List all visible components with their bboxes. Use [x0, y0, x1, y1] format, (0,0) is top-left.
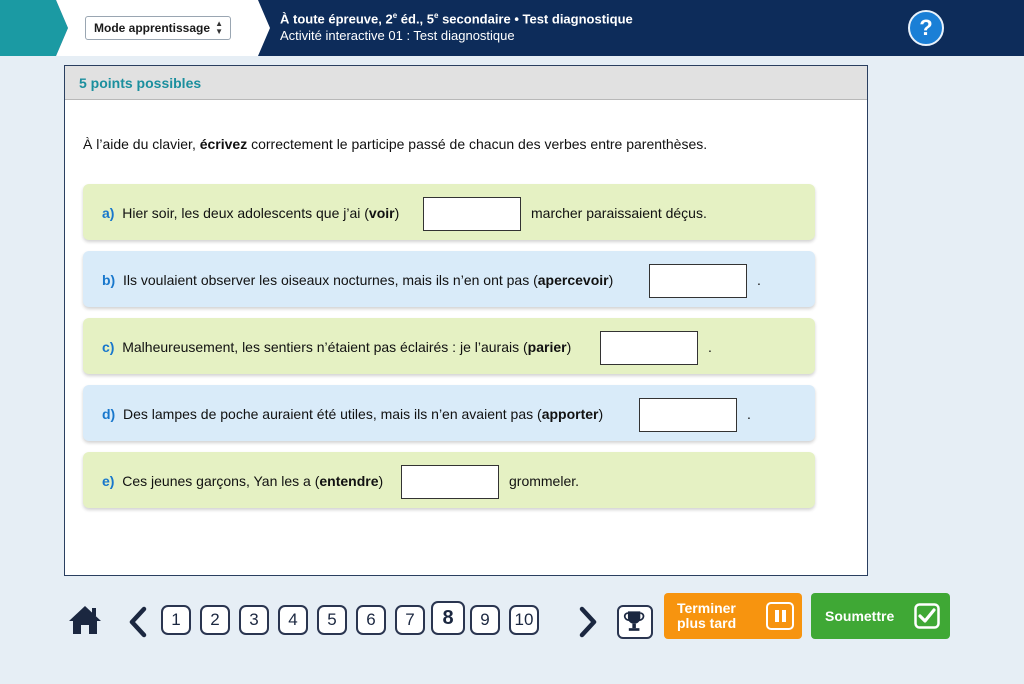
question-a — [83, 184, 815, 240]
page-button-5[interactable]: 5 — [317, 605, 347, 635]
question-d — [83, 385, 815, 441]
trophy-button[interactable] — [617, 605, 653, 639]
header-bar — [0, 0, 1024, 56]
points-header: 5 points possibles — [65, 66, 867, 100]
question-e — [83, 452, 815, 508]
question-e-after: grommeler. — [509, 473, 580, 489]
answer-input-b[interactable] — [649, 264, 747, 298]
answer-input-c[interactable] — [600, 331, 698, 365]
page-button-4[interactable]: 4 — [278, 605, 308, 635]
mode-select[interactable] — [85, 16, 231, 40]
question-d-after: . — [747, 406, 751, 422]
page-button-8-current[interactable]: 8 — [431, 601, 465, 635]
page-button-1[interactable]: 1 — [161, 605, 191, 635]
pause-icon — [766, 602, 794, 630]
question-b — [83, 251, 815, 307]
question-d-text: d) Des lampes de poche auraient été utiles, mais ils n’en avaient pas (apporter) — [102, 406, 604, 422]
question-card — [64, 65, 868, 576]
page-button-9[interactable]: 9 — [470, 605, 500, 635]
finish-later-button[interactable] — [664, 593, 802, 639]
submit-button[interactable] — [811, 593, 950, 639]
page-button-7[interactable]: 7 — [395, 605, 425, 635]
answer-input-e[interactable] — [401, 465, 499, 499]
question-c — [83, 318, 815, 374]
page-button-3[interactable]: 3 — [239, 605, 269, 635]
page-button-6[interactable]: 6 — [356, 605, 386, 635]
question-b-after: . — [757, 272, 761, 288]
header-title: À toute épreuve, 2e éd., 5e secondaire • Test diagnostique — [280, 11, 633, 27]
trophy-icon — [619, 607, 651, 637]
chevron-left-icon[interactable] — [126, 606, 150, 638]
answer-input-a[interactable] — [423, 197, 521, 231]
check-icon — [914, 603, 940, 629]
question-e-text: e) Ces jeunes garçons, Yan les a (entendre) — [102, 473, 384, 489]
question-a-after: marcher paraissaient déçus. — [531, 205, 707, 221]
instruction-text: À l’aide du clavier, écrivez correctement le participe passé de chacun des verbes entre parenthèses. — [83, 136, 708, 152]
question-a-text: a) Hier soir, les deux adolescents que j’ai (voir) — [102, 205, 400, 221]
finish-later-label: Terminer plus tard — [677, 600, 737, 631]
question-c-after: . — [708, 339, 712, 355]
question-b-text: b) Ils voulaient observer les oiseaux nocturnes, mais ils n’en ont pas (apercevoir) — [102, 272, 614, 288]
question-c-text: c) Malheureusement, les sentiers n’étaient pas éclairés : je l’aurais (parier) — [102, 339, 572, 355]
updown-arrows-icon: ▲ ▼ — [215, 19, 223, 36]
teal-tab-decoration — [0, 0, 70, 56]
page-button-2[interactable]: 2 — [200, 605, 230, 635]
submit-label: Soumettre — [825, 608, 895, 624]
header-subtitle: Activité interactive 01 : Test diagnostique — [280, 28, 515, 43]
help-button[interactable]: ? — [908, 10, 944, 46]
mode-select-value: Mode apprentissage — [94, 21, 211, 35]
chevron-right-icon[interactable] — [576, 606, 600, 638]
home-icon[interactable] — [68, 604, 102, 636]
page-button-10[interactable]: 10 — [509, 605, 539, 635]
answer-input-d[interactable] — [639, 398, 737, 432]
